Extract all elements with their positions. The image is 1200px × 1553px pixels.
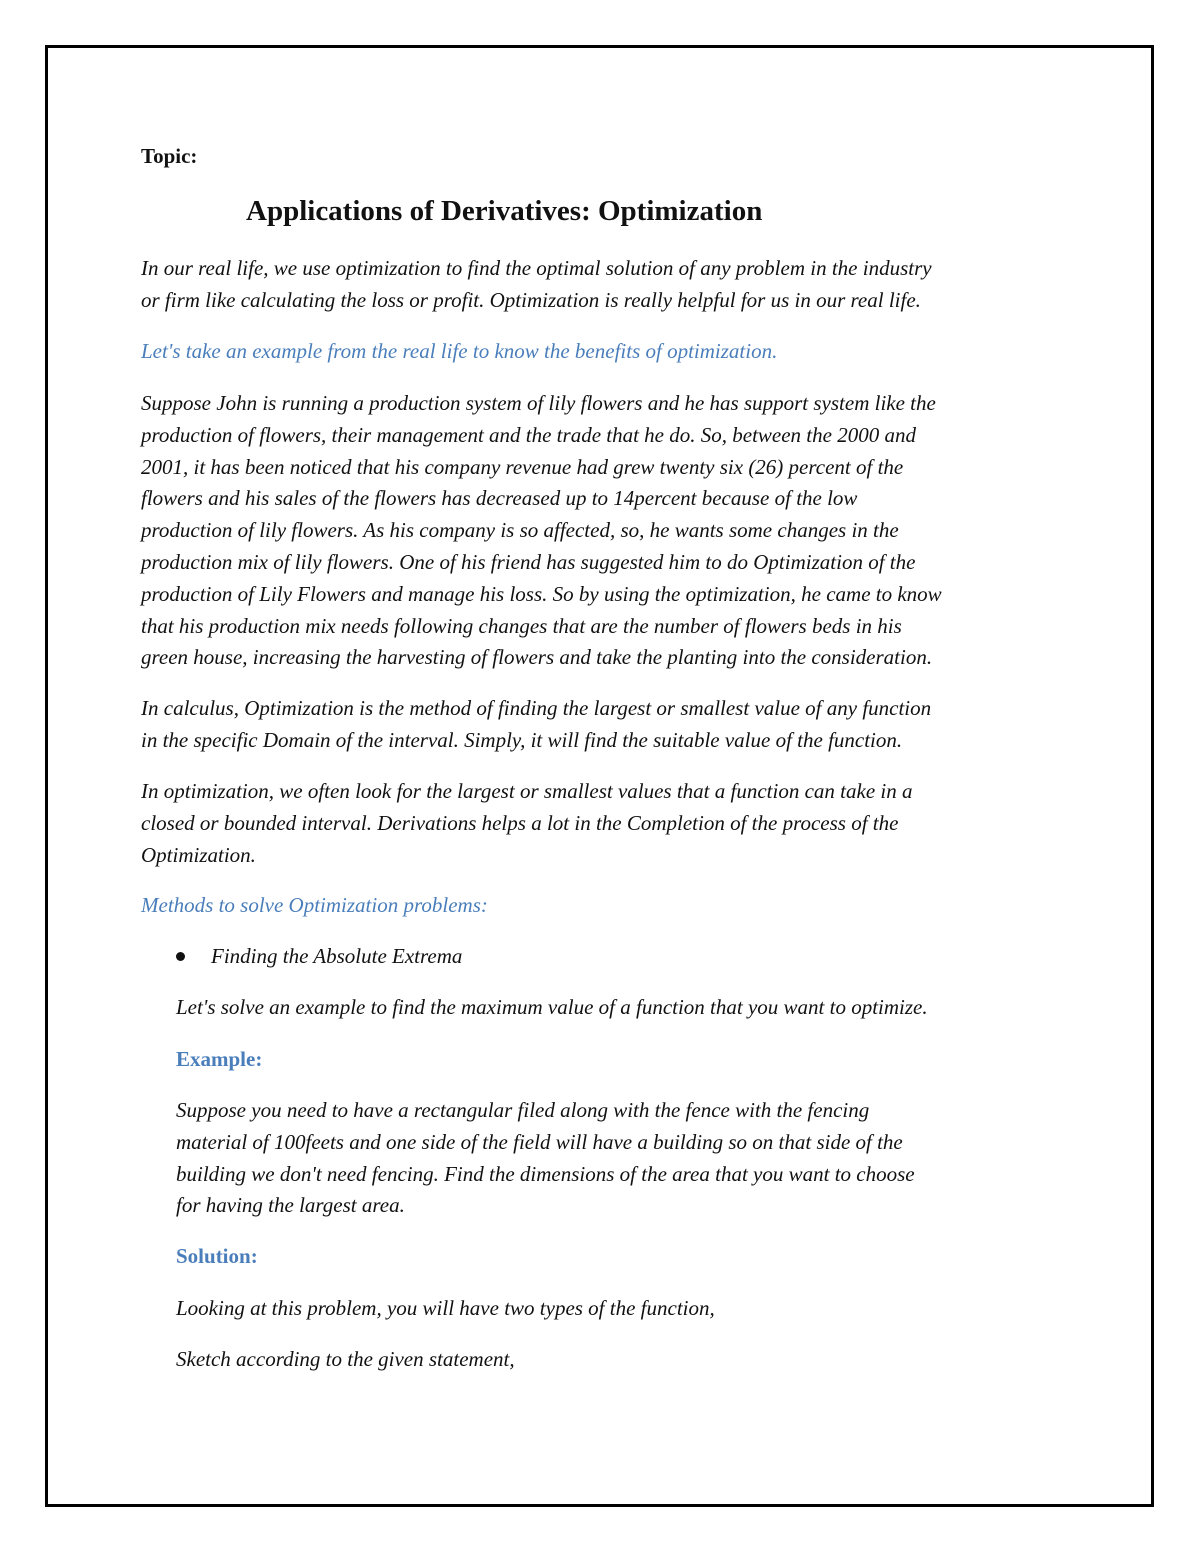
- story-paragraph: [141, 388, 942, 674]
- solve-intro: Let's solve an example to find the maximum value of a function that you want to optimize.: [176, 995, 928, 1019]
- line: Suppose you need to have a rectangular filed along with the fence with the fencing: [176, 1098, 870, 1122]
- line: Optimization.: [141, 842, 256, 867]
- topic-label: Topic:: [141, 144, 198, 168]
- solution-heading: Solution:: [176, 1244, 258, 1268]
- optimization-note: [141, 776, 912, 871]
- line: that his production mix needs following changes that are the number of flowers beds in his: [141, 613, 902, 638]
- methods-heading: Methods to solve Optimization problems:: [141, 893, 488, 917]
- line: 2001, it has been noticed that his company revenue had grew twenty six (26) percent of the: [141, 454, 904, 479]
- line: In calculus, Optimization is the method of finding the largest or smallest value of any function: [141, 696, 932, 720]
- line: for having the largest area.: [176, 1193, 405, 1218]
- document-title: Applications of Derivatives: Optimization: [246, 195, 763, 227]
- line: production mix of lily flowers. One of his friend has suggested him to do Optimization of the: [141, 549, 916, 574]
- line: In optimization, we often look for the largest or smallest values that a function can take in a: [141, 779, 913, 803]
- method-item: Finding the Absolute Extrema: [211, 944, 463, 968]
- solution-line: Looking at this problem, you will have two types of the function,: [176, 1296, 715, 1320]
- intro-paragraph: [141, 253, 932, 317]
- calculus-definition: [141, 693, 931, 757]
- line: building we don't need fencing. Find the dimensions of the area that you want to choose: [176, 1161, 915, 1186]
- bullet-icon: [176, 952, 185, 961]
- line: production of Lily Flowers and manage his loss. So by using the optimization, he came to know: [141, 581, 942, 606]
- example-intro: Let's take an example from the real life to know the benefits of optimization.: [141, 339, 778, 363]
- line: closed or bounded interval. Derivations helps a lot in the Completion of the process of the: [141, 810, 899, 835]
- line: production of flowers, their management and the trade that he do. So, between the 2000 and: [141, 422, 916, 447]
- line: flowers and his sales of the flowers has decreased up to 14percent because of the low: [141, 486, 858, 511]
- line: Suppose John is running a production system of lily flowers and he has support system like the: [141, 391, 936, 415]
- example-paragraph: [176, 1095, 915, 1222]
- line: or firm like calculating the loss or profit. Optimization is really helpful for us in our real life.: [141, 287, 921, 312]
- line: material of 100feets and one side of the field will have a building so on that side of the: [176, 1129, 903, 1154]
- line: In our real life, we use optimization to find the optimal solution of any problem in the industry: [141, 256, 932, 280]
- line: green house, increasing the harvesting of flowers and take the planting into the consideration.: [141, 645, 933, 670]
- line: in the specific Domain of the interval. Simply, it will find the suitable value of the function.: [141, 727, 903, 752]
- example-heading: Example:: [176, 1047, 263, 1071]
- solution-line: Sketch according to the given statement,: [176, 1347, 515, 1371]
- line: production of lily flowers. As his company is so affected, so, he wants some changes in the: [141, 518, 899, 543]
